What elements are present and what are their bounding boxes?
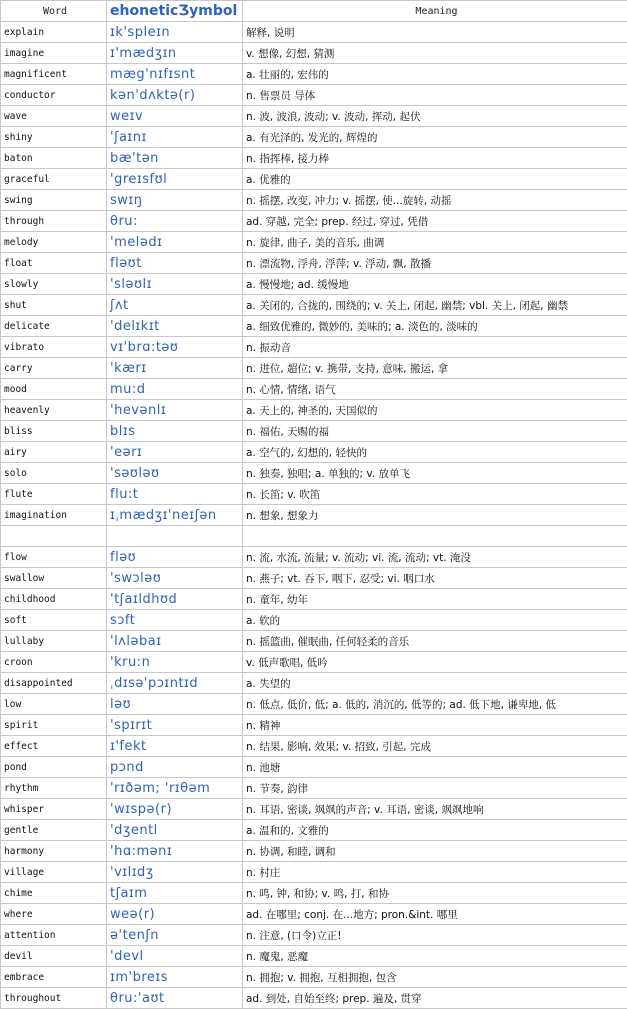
table-row: [1, 883, 627, 904]
table-row: [1, 568, 627, 589]
phonetic-cell[interactable]: 'wɪspə(r): [107, 799, 243, 820]
word-cell[interactable]: pond: [1, 757, 107, 778]
word-cell[interactable]: effect: [1, 736, 107, 757]
phonetic-cell[interactable]: 'sləʊlɪ: [107, 274, 243, 295]
meaning-cell[interactable]: n. 指挥棒, 接力棒: [243, 148, 627, 169]
meaning-cell[interactable]: ad. 到处, 自始至终; prep. 遍及, 贯穿: [243, 988, 627, 1009]
phonetic-cell[interactable]: blɪs: [107, 421, 243, 442]
meaning-cell[interactable]: n. 协调, 和睦, 调和: [243, 841, 627, 862]
phonetic-cell[interactable]: 'kærɪ: [107, 358, 243, 379]
phonetic-cell[interactable]: fləʊt: [107, 253, 243, 274]
table-row: [1, 337, 627, 358]
table-row: [1, 778, 627, 799]
table-row: [1, 442, 627, 463]
phonetic-cell[interactable]: sɔft: [107, 610, 243, 631]
word-cell[interactable]: flute: [1, 484, 107, 505]
phonetic-cell[interactable]: ɪ'mædʒɪn: [107, 43, 243, 64]
table-row: [1, 295, 627, 316]
word-cell[interactable]: village: [1, 862, 107, 883]
table-row: [1, 463, 627, 484]
phonetic-cell[interactable]: fləʊ: [107, 547, 243, 568]
phonetic-cell[interactable]: 'spɪrɪt: [107, 715, 243, 736]
word-cell[interactable]: croon: [1, 652, 107, 673]
table-row: [1, 967, 627, 988]
word-cell[interactable]: childhood: [1, 589, 107, 610]
meaning-cell[interactable]: ad. 穿越, 完全; prep. 经过, 穿过, 凭借: [243, 211, 627, 232]
word-cell[interactable]: carry: [1, 358, 107, 379]
word-cell[interactable]: swallow: [1, 568, 107, 589]
table-row: [1, 505, 627, 526]
meaning-cell[interactable]: n. 售票员 导体: [243, 85, 627, 106]
table-row: [1, 694, 627, 715]
meaning-cell[interactable]: n. 童年, 幼年: [243, 589, 627, 610]
word-cell[interactable]: melody: [1, 232, 107, 253]
meaning-cell[interactable]: n. 旋律, 曲子, 美的音乐, 曲调: [243, 232, 627, 253]
meaning-cell[interactable]: n. 福佑, 天赐的福: [243, 421, 627, 442]
table-row: [1, 190, 627, 211]
table-row: [1, 841, 627, 862]
meaning-cell[interactable]: n. 长笛; v. 吹笛: [243, 484, 627, 505]
table-row: [1, 946, 627, 967]
phonetic-cell[interactable]: 'dʒentl: [107, 820, 243, 841]
phonetic-cell[interactable]: ɪ'fekt: [107, 736, 243, 757]
word-cell[interactable]: attention: [1, 925, 107, 946]
word-cell[interactable]: rhythm: [1, 778, 107, 799]
table-row: [1, 925, 627, 946]
meaning-cell[interactable]: n. 耳语, 密谈, 飒飒的声音; v. 耳语, 密谈, 飒飒地响: [243, 799, 627, 820]
meaning-cell[interactable]: n. 心情, 情绪, 语气: [243, 379, 627, 400]
phonetic-cell[interactable]: θru:'aʊt: [107, 988, 243, 1009]
table-row: [1, 106, 627, 127]
meaning-cell[interactable]: a. 空气的, 幻想的, 轻快的: [243, 442, 627, 463]
word-cell[interactable]: baton: [1, 148, 107, 169]
phonetic-cell[interactable]: 'səʊləʊ: [107, 463, 243, 484]
phonetic-cell[interactable]: mu:d: [107, 379, 243, 400]
word-cell[interactable]: shiny: [1, 127, 107, 148]
word-cell[interactable]: conductor: [1, 85, 107, 106]
phonetic-cell[interactable]: 'kru:n: [107, 652, 243, 673]
table-row: [1, 736, 627, 757]
table-row: [1, 904, 627, 925]
word-cell[interactable]: embrace: [1, 967, 107, 988]
table-row: [1, 820, 627, 841]
phonetic-cell[interactable]: ɪk'spleɪn: [107, 22, 243, 43]
meaning-cell[interactable]: n. 独奏, 独唱; a. 单独的; v. 放单飞: [243, 463, 627, 484]
meaning-cell[interactable]: n. 池塘: [243, 757, 627, 778]
phonetic-cell[interactable]: swɪŋ: [107, 190, 243, 211]
phonetic-cell[interactable]: 'hevənlɪ: [107, 400, 243, 421]
word-cell[interactable]: gentle: [1, 820, 107, 841]
meaning-cell[interactable]: a. 天上的, 神圣的, 天国似的: [243, 400, 627, 421]
table-row: [1, 610, 627, 631]
meaning-cell[interactable]: n. 进位, 超位; v. 携带, 支持, 意味, 搬运, 拿: [243, 358, 627, 379]
header-meaning[interactable]: Meaning: [243, 1, 627, 22]
table-row: [1, 652, 627, 673]
table-row: [1, 85, 627, 106]
table-row: [1, 22, 627, 43]
word-cell[interactable]: lullaby: [1, 631, 107, 652]
word-cell[interactable]: bliss: [1, 421, 107, 442]
phonetic-cell[interactable]: 'melədɪ: [107, 232, 243, 253]
word-cell[interactable]: disappointed: [1, 673, 107, 694]
meaning-cell[interactable]: a. 软的: [243, 610, 627, 631]
table-row: [1, 400, 627, 421]
word-cell[interactable]: airy: [1, 442, 107, 463]
meaning-cell[interactable]: a. 有光泽的, 发光的, 辉煌的: [243, 127, 627, 148]
word-cell[interactable]: imagination: [1, 505, 107, 526]
table-row: [1, 253, 627, 274]
phonetic-cell[interactable]: mæg'nɪfɪsnt: [107, 64, 243, 85]
meaning-cell[interactable]: n. 想象, 想象力: [243, 505, 627, 526]
table-row: [1, 547, 627, 568]
phonetic-cell[interactable]: 'eərɪ: [107, 442, 243, 463]
phonetic-cell[interactable]: ə'tenʃn: [107, 925, 243, 946]
meaning-cell[interactable]: n. 摇摆, 改变, 冲力; v. 摇摆, 使...旋转, 动摇: [243, 190, 627, 211]
table-row: [1, 757, 627, 778]
meaning-cell[interactable]: n. 村庄: [243, 862, 627, 883]
phonetic-cell[interactable]: ɪm'breɪs: [107, 967, 243, 988]
table-row: [1, 526, 627, 547]
table-row: [1, 862, 627, 883]
phonetic-cell[interactable]: 'vɪlɪdʒ: [107, 862, 243, 883]
phonetic-cell[interactable]: ləʊ: [107, 694, 243, 715]
meaning-cell[interactable]: 解释, 说明: [243, 22, 627, 43]
header-word[interactable]: Word: [1, 1, 107, 22]
word-cell[interactable]: through: [1, 211, 107, 232]
word-cell[interactable]: slowly: [1, 274, 107, 295]
word-cell[interactable]: flow: [1, 547, 107, 568]
word-cell[interactable]: spirit: [1, 715, 107, 736]
table-row: [1, 421, 627, 442]
word-cell[interactable]: delicate: [1, 316, 107, 337]
meaning-cell[interactable]: a. 优雅的: [243, 169, 627, 190]
table-row: [1, 358, 627, 379]
word-cell[interactable]: solo: [1, 463, 107, 484]
table-row: [1, 379, 627, 400]
word-cell[interactable]: throughout: [1, 988, 107, 1009]
table-row: [1, 799, 627, 820]
meaning-cell[interactable]: v. 低声歌唱, 低吟: [243, 652, 627, 673]
meaning-cell[interactable]: a. 温和的, 文雅的: [243, 820, 627, 841]
word-cell[interactable]: explain: [1, 22, 107, 43]
phonetic-cell[interactable]: vɪ'brɑ:təʊ: [107, 337, 243, 358]
phonetic-cell[interactable]: θru:: [107, 211, 243, 232]
word-cell[interactable]: mood: [1, 379, 107, 400]
phonetic-cell[interactable]: 'hɑ:mənɪ: [107, 841, 243, 862]
meaning-cell[interactable]: ad. 在哪里; conj. 在...地方; pron.&int. 哪里: [243, 904, 627, 925]
phonetic-cell[interactable]: weɪv: [107, 106, 243, 127]
phonetic-cell[interactable]: 'rɪðəm; 'rɪθəm: [107, 778, 243, 799]
table-row: [1, 43, 627, 64]
meaning-cell[interactable]: n. 精神: [243, 715, 627, 736]
meaning-cell[interactable]: n. 流, 水流, 流量; v. 流动; vi. 流, 流动; vt. 淹没: [243, 547, 627, 568]
meaning-cell[interactable]: n. 摇篮曲, 催眠曲, 任何轻柔的音乐: [243, 631, 627, 652]
phonetic-cell[interactable]: 'lʌləbaɪ: [107, 631, 243, 652]
phonetic-cell[interactable]: ʃʌt: [107, 295, 243, 316]
table-row: [1, 169, 627, 190]
meaning-cell[interactable]: n. 漂流物, 浮舟, 浮萍; v. 浮动, 飘, 散播: [243, 253, 627, 274]
phonetic-cell[interactable]: 'greɪsfʊl: [107, 169, 243, 190]
meaning-cell[interactable]: n. 节奏, 韵律: [243, 778, 627, 799]
meaning-cell[interactable]: a. 慢慢地; ad. 缓慢地: [243, 274, 627, 295]
table-row: [1, 715, 627, 736]
word-cell[interactable]: chime: [1, 883, 107, 904]
table-row: [1, 127, 627, 148]
word-cell[interactable]: swing: [1, 190, 107, 211]
word-cell[interactable]: float: [1, 253, 107, 274]
phonetic-cell[interactable]: bæ'tən: [107, 148, 243, 169]
meaning-cell[interactable]: n. 鸣, 钟, 和协; v. 鸣, 打, 和协: [243, 883, 627, 904]
meaning-cell[interactable]: v. 想像, 幻想, 猜测: [243, 43, 627, 64]
header-row: [1, 1, 627, 22]
table-row: [1, 988, 627, 1009]
table-row: [1, 274, 627, 295]
table-row: [1, 316, 627, 337]
word-cell[interactable]: wave: [1, 106, 107, 127]
meaning-cell[interactable]: n. 结果, 影响, 效果; v. 招致, 引起, 完成: [243, 736, 627, 757]
table-row: [1, 589, 627, 610]
word-cell[interactable]: low: [1, 694, 107, 715]
word-cell[interactable]: whisper: [1, 799, 107, 820]
meaning-cell[interactable]: n. 波, 波浪, 波动; v. 波动, 挥动, 起伏: [243, 106, 627, 127]
word-cell[interactable]: shut: [1, 295, 107, 316]
table-row: [1, 232, 627, 253]
meaning-cell[interactable]: n. 注意, (口令)立正!: [243, 925, 627, 946]
table-row: [1, 484, 627, 505]
phonetic-cell[interactable]: pɔnd: [107, 757, 243, 778]
header-phonetic-symbol[interactable]: ehoneticƷymbol: [107, 1, 243, 22]
word-cell[interactable]: vibrato: [1, 337, 107, 358]
word-cell[interactable]: graceful: [1, 169, 107, 190]
word-cell[interactable]: [1, 526, 107, 547]
phonetic-cell[interactable]: 'ʃaɪnɪ: [107, 127, 243, 148]
meaning-cell[interactable]: a. 壮丽的, 宏伟的: [243, 64, 627, 85]
word-cell[interactable]: imagine: [1, 43, 107, 64]
word-cell[interactable]: heavenly: [1, 400, 107, 421]
meaning-cell[interactable]: n. 振动音: [243, 337, 627, 358]
meaning-cell[interactable]: a. 失望的: [243, 673, 627, 694]
table-row: [1, 64, 627, 85]
phonetic-cell[interactable]: [107, 526, 243, 547]
meaning-cell[interactable]: n. 魔鬼, 恶魔: [243, 946, 627, 967]
phonetic-cell[interactable]: 'delɪkɪt: [107, 316, 243, 337]
word-cell[interactable]: where: [1, 904, 107, 925]
phonetic-cell[interactable]: kən'dʌktə(r): [107, 85, 243, 106]
phonetic-cell[interactable]: flu:t: [107, 484, 243, 505]
word-cell[interactable]: magnificent: [1, 64, 107, 85]
phonetic-cell[interactable]: 'tʃaɪldhʊd: [107, 589, 243, 610]
phonetic-cell[interactable]: 'devl: [107, 946, 243, 967]
phonetic-cell[interactable]: 'swɔləʊ: [107, 568, 243, 589]
phonetic-cell[interactable]: weə(r): [107, 904, 243, 925]
word-cell[interactable]: soft: [1, 610, 107, 631]
word-cell[interactable]: devil: [1, 946, 107, 967]
table-row: [1, 148, 627, 169]
word-cell[interactable]: harmony: [1, 841, 107, 862]
meaning-cell[interactable]: a. 关闭的, 合拢的, 围绕的; v. 关上, 闭起, 幽禁; vbl. 关上, 闭起, 幽禁: [243, 295, 627, 316]
meaning-cell[interactable]: [243, 526, 627, 547]
meaning-cell[interactable]: n. 燕子; vt. 吞下, 咽下, 忍受; vi. 咽口水: [243, 568, 627, 589]
phonetic-cell[interactable]: ˌdɪsə'pɔɪntɪd: [107, 673, 243, 694]
phonetic-cell[interactable]: tʃaɪm: [107, 883, 243, 904]
table-row: [1, 211, 627, 232]
meaning-cell[interactable]: n. 低点, 低价, 低; a. 低的, 消沉的, 低等的; ad. 低下地, 谦卑地, 低: [243, 694, 627, 715]
meaning-cell[interactable]: a. 细致优雅的, 微妙的, 美味的; a. 淡色的, 淡味的: [243, 316, 627, 337]
table-row: [1, 673, 627, 694]
meaning-cell[interactable]: n. 拥抱; v. 拥抱, 互相拥抱, 包含: [243, 967, 627, 988]
table-row: [1, 631, 627, 652]
phonetic-cell[interactable]: ɪˌmædʒɪ'neɪʃən: [107, 505, 243, 526]
